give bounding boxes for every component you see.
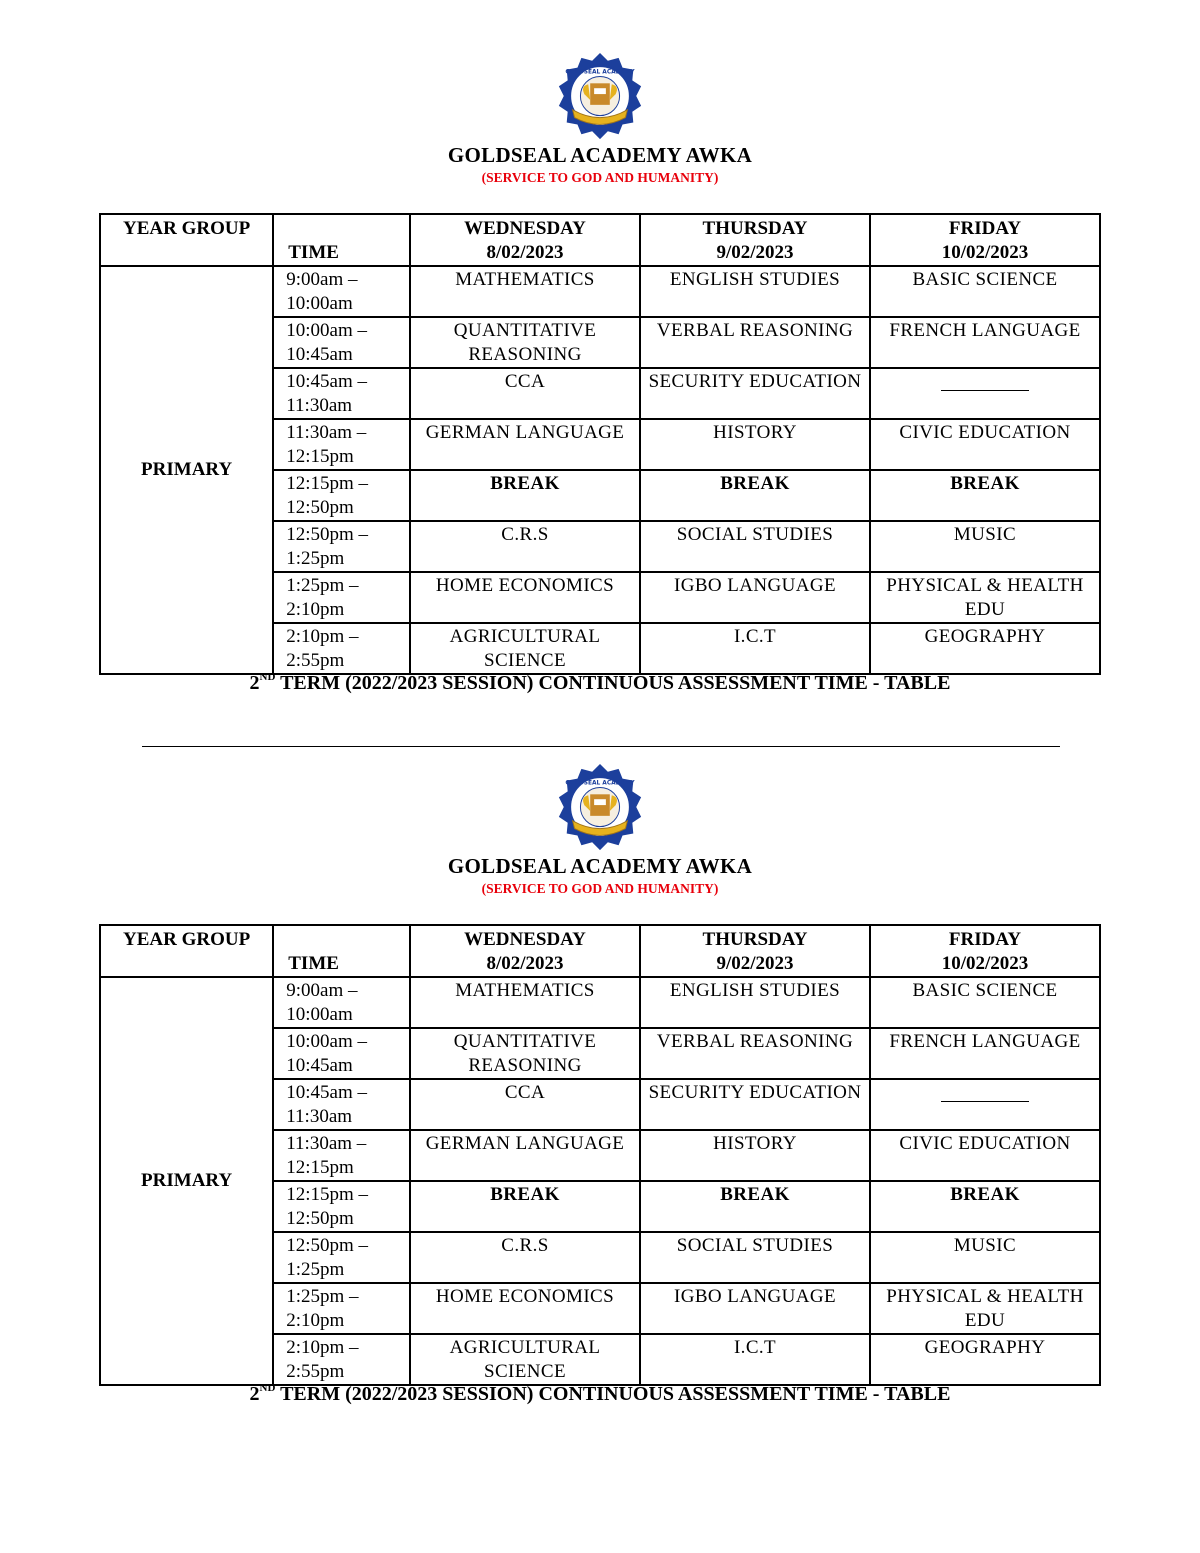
subject-cell: CIVIC EDUCATION [870, 419, 1100, 470]
year-group-cell: PRIMARY [100, 266, 273, 674]
time-cell: 1:25pm – 2:10pm [273, 572, 410, 623]
timetable-caption: 2ND TERM (2022/2023 SESSION) CONTINUOUS ASSESSMENT TIME - TABLE [249, 1382, 951, 1405]
subject-cell: VERBAL REASONING [640, 1028, 870, 1079]
time-cell: 12:50pm – 1:25pm [273, 1232, 410, 1283]
break-cell: BREAK [640, 470, 870, 521]
time-header: TIME [273, 214, 410, 266]
subject-cell: I.C.T [640, 1334, 870, 1385]
school-motto: (SERVICE TO GOD AND HUMANITY) [481, 881, 719, 896]
time-cell: 12:15pm – 12:50pm [273, 1181, 410, 1232]
subject-cell: GERMAN LANGUAGE [410, 419, 640, 470]
timetable [99, 924, 1101, 1386]
blank-line [941, 1081, 1029, 1102]
subject-cell: IGBO LANGUAGE [640, 572, 870, 623]
time-cell: 10:00am – 10:45am [273, 1028, 410, 1079]
timetable-caption: 2ND TERM (2022/2023 SESSION) CONTINUOUS ASSESSMENT TIME - TABLE [249, 671, 951, 694]
school-crest-icon [551, 762, 649, 856]
subject-cell: ENGLISH STUDIES [640, 266, 870, 317]
subject-cell: HISTORY [640, 419, 870, 470]
year-group-header: YEAR GROUP [100, 214, 273, 266]
break-cell: BREAK [410, 470, 640, 521]
subject-cell: ENGLISH STUDIES [640, 977, 870, 1028]
subject-cell: PHYSICAL & HEALTH EDU [870, 572, 1100, 623]
time-cell: 12:15pm – 12:50pm [273, 470, 410, 521]
subject-cell: C.R.S [410, 1232, 640, 1283]
time-cell: 11:30am – 12:15pm [273, 1130, 410, 1181]
subject-cell: QUANTITATIVE REASONING [410, 317, 640, 368]
subject-cell: SOCIAL STUDIES [640, 521, 870, 572]
svg-text:GOLDSEAL ACADEMY: GOLDSEAL ACADEMY [565, 780, 635, 787]
subject-cell: SECURITY EDUCATION [640, 1079, 870, 1130]
svg-text:GOLDSEAL ACADEMY: GOLDSEAL ACADEMY [565, 69, 635, 76]
break-cell: BREAK [870, 470, 1100, 521]
time-cell: 10:00am – 10:45am [273, 317, 410, 368]
subject-cell: IGBO LANGUAGE [640, 1283, 870, 1334]
subject-cell: FRENCH LANGUAGE [870, 1028, 1100, 1079]
subject-cell: GEOGRAPHY [870, 623, 1100, 674]
subject-cell: MUSIC [870, 1232, 1100, 1283]
time-cell: 2:10pm – 2:55pm [273, 1334, 410, 1385]
school-crest-icon [551, 51, 649, 145]
time-cell: 11:30am – 12:15pm [273, 419, 410, 470]
school-name: GOLDSEAL ACADEMY AWKA [447, 143, 753, 167]
year-group-header: YEAR GROUP [100, 925, 273, 977]
subject-cell: BASIC SCIENCE [870, 266, 1100, 317]
subject-cell: C.R.S [410, 521, 640, 572]
time-cell: 1:25pm – 2:10pm [273, 1283, 410, 1334]
empty-subject-cell [870, 1079, 1100, 1130]
day-header-friday: FRIDAY 10/02/2023 [870, 214, 1100, 266]
subject-cell: MATHEMATICS [410, 977, 640, 1028]
timetable [99, 213, 1101, 675]
day-header-thursday: THURSDAY 9/02/2023 [640, 925, 870, 977]
time-cell: 10:45am – 11:30am [273, 368, 410, 419]
school-motto: (SERVICE TO GOD AND HUMANITY) [481, 170, 719, 185]
subject-cell: QUANTITATIVE REASONING [410, 1028, 640, 1079]
day-header-wednesday: WEDNESDAY 8/02/2023 [410, 925, 640, 977]
day-header-wednesday: WEDNESDAY 8/02/2023 [410, 214, 640, 266]
time-header: TIME [273, 925, 410, 977]
subject-cell: MATHEMATICS [410, 266, 640, 317]
subject-cell: SOCIAL STUDIES [640, 1232, 870, 1283]
subject-cell: HISTORY [640, 1130, 870, 1181]
year-group-cell: PRIMARY [100, 977, 273, 1385]
subject-cell: HOME ECONOMICS [410, 1283, 640, 1334]
subject-cell: CCA [410, 368, 640, 419]
time-cell: 10:45am – 11:30am [273, 1079, 410, 1130]
header-row [100, 925, 1100, 977]
table-row [100, 977, 1100, 1028]
subject-cell: PHYSICAL & HEALTH EDU [870, 1283, 1100, 1334]
break-cell: BREAK [640, 1181, 870, 1232]
time-cell: 9:00am – 10:00am [273, 977, 410, 1028]
break-cell: BREAK [410, 1181, 640, 1232]
subject-cell: BASIC SCIENCE [870, 977, 1100, 1028]
table-row [100, 266, 1100, 317]
day-header-thursday: THURSDAY 9/02/2023 [640, 214, 870, 266]
time-cell: 9:00am – 10:00am [273, 266, 410, 317]
day-header-friday: FRIDAY 10/02/2023 [870, 925, 1100, 977]
subject-cell: MUSIC [870, 521, 1100, 572]
subject-cell: I.C.T [640, 623, 870, 674]
subject-cell: GEOGRAPHY [870, 1334, 1100, 1385]
subject-cell: GERMAN LANGUAGE [410, 1130, 640, 1181]
subject-cell: VERBAL REASONING [640, 317, 870, 368]
page-divider [142, 746, 1060, 747]
subject-cell: AGRICULTURAL SCIENCE [410, 1334, 640, 1385]
subject-cell: FRENCH LANGUAGE [870, 317, 1100, 368]
school-name: GOLDSEAL ACADEMY AWKA [447, 854, 753, 878]
empty-subject-cell [870, 368, 1100, 419]
subject-cell: SECURITY EDUCATION [640, 368, 870, 419]
subject-cell: CCA [410, 1079, 640, 1130]
subject-cell: CIVIC EDUCATION [870, 1130, 1100, 1181]
subject-cell: HOME ECONOMICS [410, 572, 640, 623]
blank-line [941, 370, 1029, 391]
subject-cell: AGRICULTURAL SCIENCE [410, 623, 640, 674]
time-cell: 2:10pm – 2:55pm [273, 623, 410, 674]
break-cell: BREAK [870, 1181, 1100, 1232]
time-cell: 12:50pm – 1:25pm [273, 521, 410, 572]
header-row [100, 214, 1100, 266]
